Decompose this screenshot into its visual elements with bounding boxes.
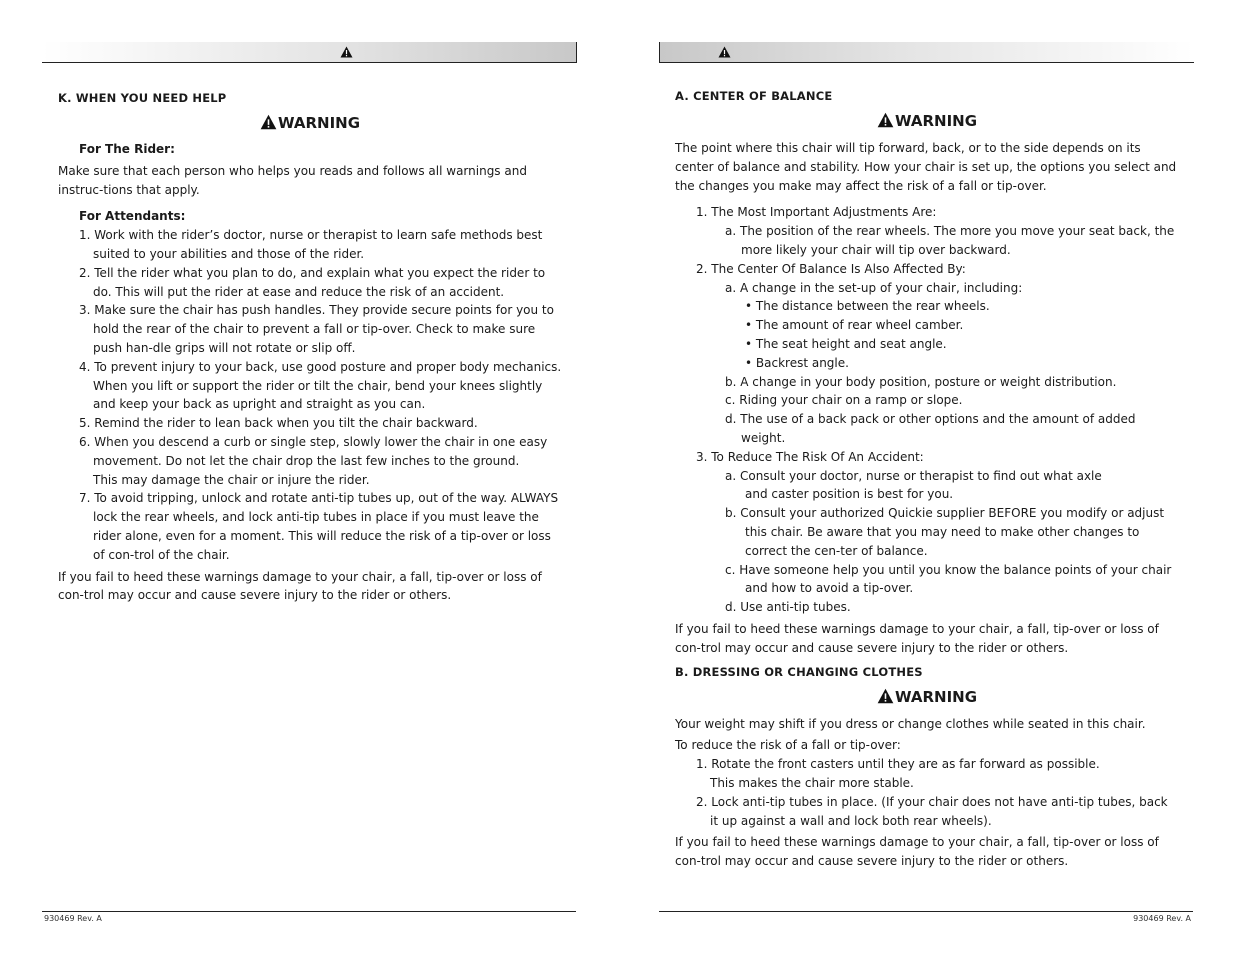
list-item: 2. The Center Of Balance Is Also Affected By: [696, 261, 966, 276]
list-item: 1. Work with the rider’s doctor, nurse or therapist to learn safe methods best suited to your abilities and those of the rider. [79, 228, 543, 261]
footer-rule [42, 911, 576, 912]
dressing-intro: To reduce the risk of a fall or tip-over: [675, 738, 901, 753]
warning-triangle-icon [718, 46, 731, 58]
list-item: 3. To Reduce The Risk Of An Accident: [696, 449, 924, 464]
warning-triangle-icon [877, 688, 894, 704]
warning-triangle-icon [877, 112, 894, 128]
list-subitem: d. The use of a back pack or other options and the amount of added weight. [725, 412, 1136, 445]
list-item-continuation: This makes the chair more stable. [710, 775, 914, 790]
header-bar [659, 42, 1194, 63]
list-subitem: c. Have someone help you until you know the balance points of your chair and how to avoid a tip-over. [725, 562, 1172, 596]
left-page [42, 0, 576, 954]
warning-heading [675, 106, 1179, 136]
list-item: 1. The Most Important Adjustments Are: [696, 205, 937, 220]
list-item: 6. When you descend a curb or single step, slowly lower the chair in one easy movement. Do not let the chair drop the last few inches to the ground. [79, 434, 548, 468]
header-bar [42, 42, 577, 63]
list-item: 2. Tell the rider what you plan to do, and explain what you expect the rider to do. This will put the rider at ease and reduce the risk of an accident. [79, 265, 546, 299]
list-item: 1. Rotate the front casters until they are as far forward as possible. [696, 757, 1100, 772]
warning-triangle-icon [260, 114, 277, 130]
bullet-item: • The distance between the rear wheels. [745, 299, 990, 314]
list-item-continuation: This may damage the chair or injure the rider. [93, 472, 370, 487]
closing-warning-text: If you fail to heed these warnings damage to your chair, a fall, tip-over or loss of con-trol may occur and cause severe injury to the rider or others. [675, 835, 1159, 869]
list-subitem: b. A change in your body position, posture or weight distribution. [725, 374, 1117, 389]
list-item: 4. To prevent injury to your back, use good posture and proper body mechanics. When you lift or support the rider or tilt the chair, bend your knees slightly and keep your back as upright and straight as you can. [79, 359, 562, 412]
list-subitem-continuation: and caster position is best for you. [745, 487, 954, 502]
list-item: 7. To avoid tripping, unlock and rotate anti-tip tubes up, out of the way. ALWAYS lock the rear wheels, and lock anti-tip tubes in place if you must leave the rider alone, even for a moment. This will reduce the risk of a tip-over or loss of con-trol of the chair. [79, 491, 559, 562]
list-item: 5. Remind the rider to lean back when you tilt the chair backward. [79, 416, 478, 431]
closing-warning-text: If you fail to heed these warnings damage to your chair, a fall, tip-over or loss of con-trol may occur and cause severe injury to the rider or others. [675, 621, 1159, 655]
attendant-list [58, 226, 562, 564]
list-subitem: b. Consult your authorized Quickie supplier BEFORE you modify or adjust this chair. Be aware that you may need to make other changes to correct the cen-ter of balance. [725, 506, 1165, 558]
attendants-heading: For Attendants: [79, 209, 186, 224]
warning-triangle-icon [340, 46, 353, 58]
bullet-item: • The amount of rear wheel camber. [745, 318, 964, 333]
warning-heading [58, 108, 562, 138]
right-page [659, 0, 1193, 954]
left-content [58, 88, 562, 605]
closing-warning-text: If you fail to heed these warnings damage to your chair, a fall, tip-over or loss of con-trol may occur and cause severe injury to the rider or others. [58, 569, 542, 603]
list-item: 3. Make sure the chair has push handles. They provide secure points for you to hold the rear of the chair to prevent a fall or tip-over. Check to make sure push han-dle grips will not rotate or slip off. [79, 303, 554, 355]
warning-label: WARNING [894, 687, 978, 706]
bullet-item: • Backrest angle. [745, 355, 849, 370]
warning-label: WARNING [894, 112, 978, 130]
dressing-text: Your weight may shift if you dress or change clothes while seated in this chair. [675, 716, 1146, 731]
rider-heading: For The Rider: [79, 142, 175, 156]
warning-label: WARNING [277, 114, 361, 132]
right-content [675, 86, 1179, 871]
list-subitem: a. The position of the rear wheels. The more you move your seat back, the more likely your chair will tip over backward. [725, 224, 1175, 257]
intro-text: The point where this chair will tip forward, back, or to the side depends on its center of balance and stability. How your chair is set up, the options you select and the changes you make may affect the risk of a fall or tip-over. [675, 141, 1177, 193]
balance-list [675, 203, 1179, 617]
list-subitem: d. Use anti-tip tubes. [725, 600, 851, 615]
footer-rule [659, 911, 1193, 912]
list-item: 2. Lock anti-tip tubes in place. (If your chair does not have anti-tip tubes, back it up against a wall and lock both rear wheels). [696, 794, 1168, 828]
section-a-title: A. CENTER OF BALANCE [675, 89, 833, 103]
list-subitem: c. Riding your chair on a ramp or slope. [725, 393, 963, 408]
rider-text: Make sure that each person who helps you reads and follows all warnings and instruc-tions that apply. [58, 163, 527, 197]
section-b-title: B. DRESSING OR CHANGING CLOTHES [675, 664, 923, 679]
footer-doc-number: 930469 Rev. A [44, 914, 102, 923]
footer-doc-number: 930469 Rev. A [1133, 914, 1191, 923]
list-subitem: a. Consult your doctor, nurse or therapist to find out what axle [725, 468, 1102, 483]
section-title: K. WHEN YOU NEED HELP [58, 91, 227, 105]
bullet-item: • The seat height and seat angle. [745, 336, 947, 351]
list-subitem: a. A change in the set-up of your chair, including: [725, 280, 1023, 295]
warning-heading [675, 682, 1179, 712]
